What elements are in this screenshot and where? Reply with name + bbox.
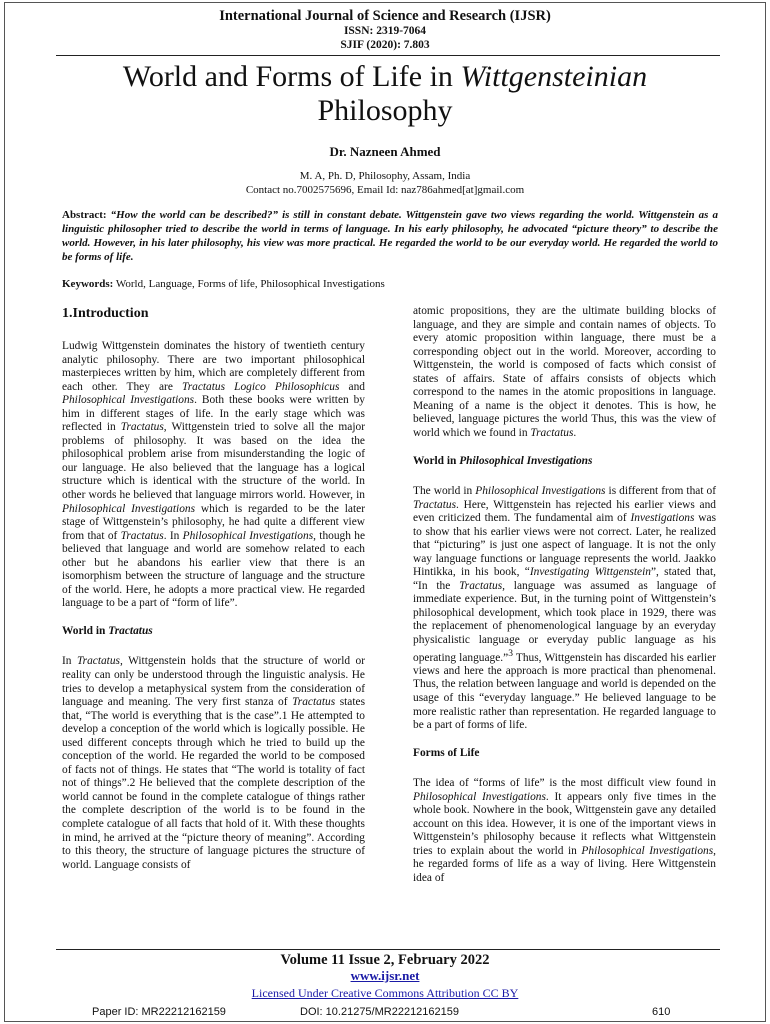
italic-run: Philosophical Investigations xyxy=(581,844,714,857)
italic-run: Philosophical Investigations xyxy=(62,502,196,515)
author-name: Dr. Nazneen Ahmed xyxy=(329,144,441,159)
text-run: World in xyxy=(413,454,460,467)
text-run: . Both these books were written by him in different stages of life. In the early stage which was reflected in xyxy=(62,394,366,434)
atomic-paragraph xyxy=(413,305,716,440)
italic-run: Tractatus, xyxy=(76,655,123,668)
italic-run: Investigations xyxy=(630,512,695,525)
keywords-label: Keywords: xyxy=(62,278,114,290)
text-run: The idea of “forms of life” is the most difficult view found in xyxy=(413,777,716,790)
text-run: In xyxy=(62,655,77,668)
header-rule xyxy=(56,55,720,56)
title-part2: Philosophy xyxy=(317,94,453,127)
abstract xyxy=(62,208,718,264)
pi-paragraph xyxy=(413,485,716,733)
italic-run: Tractatus xyxy=(413,498,457,511)
tractatus-paragraph xyxy=(62,655,365,872)
abstract-text: “How the world can be described?” is still in constant debate. Wittgenstein gave two views regarding the world. Wittgenstein as a linguistic philosopher tried to describe the world in terms of language. In his early philosophy, he advocated “picture theory” to describe the world. However, in his later philosophy, his view was more practical. He regarded the world to be our everyday world. He regarded the world to be forms of life. xyxy=(62,209,718,264)
author-contact: Contact no.7002575696, Email Id: naz786ahmed[at]gmail.com xyxy=(245,184,525,196)
text-run: . It appears only five times in the whole book. Nowhere in the book, Wittgenstein gave any detailed account on this idea. However, it is one of the important views in Wittgenstein’s philosophy because it reflects what Wittgenstein tries to explain about the world in xyxy=(413,790,717,857)
text-run: , he regarded forms of life as a way of living. Here Wittgenstein idea of xyxy=(413,844,717,884)
text-run: World in xyxy=(62,625,109,638)
italic-run: Tractatus xyxy=(120,421,164,434)
intro-paragraph xyxy=(62,340,365,611)
title-italic: Wittgensteinian xyxy=(460,60,648,93)
text-run: which is regarded to be the later stage of Wittgenstein’s philosophy, he had quite a different view from that of xyxy=(62,502,365,542)
text-run: . xyxy=(573,426,577,439)
right-column xyxy=(413,305,716,899)
website-link[interactable]: www.ijsr.net xyxy=(350,968,420,983)
italic-run: Tractatus xyxy=(108,625,153,638)
italic-run: Tractatus xyxy=(292,696,336,709)
intro-heading: 1.Introduction xyxy=(62,306,149,321)
author-affiliation: M. A, Ph. D, Philosophy, Assam, India xyxy=(299,170,471,182)
footer-rule xyxy=(56,949,720,950)
italic-run: Investigating Wittgenstein xyxy=(529,566,651,579)
text-run: , though he believed that language and world are somehow related to each other but he abandons his earlier view that there is an isomorphism between the structure of language and the structure of the world. Here, he adopts a more practical view. He regarded language to be a part of “form of life”. xyxy=(62,529,365,610)
title-part1: World and Forms of Life in xyxy=(122,60,461,93)
keywords-text: World, Language, Forms of life, Philosophical Investigations xyxy=(115,278,385,290)
paper-id: Paper ID: MR22212162159 xyxy=(92,1006,226,1018)
forms-paragraph xyxy=(413,777,716,885)
text-run: and xyxy=(339,380,365,393)
page-number: 610 xyxy=(652,1006,671,1018)
keywords xyxy=(62,277,718,291)
text-run: is different from that of xyxy=(605,484,717,497)
italic-run: Philosophical Investigations xyxy=(459,454,593,467)
italic-run: Tractatus Logico Philosophicus xyxy=(182,380,340,393)
text-run: Thus, Wittgenstein has discarded his earlier views and here the approach is more practical than phenomenal. Thus, the relation between language and world is depended on the usage of this “everyday language.” He believed language to be more realistic rather than representation. He regarded language to be a part of forms of life. xyxy=(413,651,716,732)
sjif: SJIF (2020): 7.803 xyxy=(340,39,430,51)
volume-issue: Volume 11 Issue 2, February 2022 xyxy=(280,952,490,968)
text-run: language was assumed as language of immediate experience. But, in the turning point of Wittgenstein’s philosophical development, which took place in 1929, there was the replacement of phenomenological language by an everyday physicalistic language or everyday public language as his operating language.” xyxy=(413,579,717,664)
abstract-label: Abstract: xyxy=(62,209,107,221)
journal-name: International Journal of Science and Research (IJSR) xyxy=(219,8,551,24)
tractatus-heading xyxy=(62,624,365,638)
paper-title xyxy=(0,60,770,128)
italic-run: Philosophical Investigations xyxy=(182,529,314,542)
pi-heading xyxy=(413,454,716,468)
text-run: atomic propositions, they are the ultimate building blocks of language, and they are simple and contain names of objects. To every atomic proposition within language, there must be a corresponding object out in the world. Moreover, according to Wittgenstein, the world is composed of facts which consist of states of affairs. State of affairs consists of objects which correspond to the names in the atomic propositions in language. Meaning of a name is the object it denotes. This is how, he believed, language pictures the world Thus, this was the view of world which we found in xyxy=(413,305,716,439)
text-run: Ludwig Wittgenstein dominates the history of twentieth century analytic philosophy. There are two important philosophical masterpieces written by him, which are completely different from each other. They are xyxy=(62,340,365,393)
text-run: ”, stated that, “In the xyxy=(413,566,716,592)
issn: ISSN: 2319-7064 xyxy=(343,25,427,37)
footnote-ref: 3 xyxy=(508,648,513,659)
text-run: . In xyxy=(163,529,183,542)
doi: DOI: 10.21275/MR22212162159 xyxy=(300,1006,460,1018)
italic-run: Tractatus xyxy=(120,529,164,542)
text-run: The world in xyxy=(413,484,476,497)
italic-run: Tractatus, xyxy=(459,579,505,592)
text-run: was to show that his earlier views were not correct. Later, he realized that “picturing” is just one aspect of language. It is not the only way language functions or language represents the world. Jaakko Hintikka, in his book, “ xyxy=(413,512,716,579)
left-column xyxy=(62,306,365,886)
license-link[interactable]: Licensed Under Creative Commons Attribution CC BY xyxy=(251,986,519,1000)
text-run: Wittgenstein holds that the structure of world or reality can only be understood through the linguistic analysis. He tries to develop a metaphysical system from the consideration of language and meaning. The very first stanza of xyxy=(62,655,365,709)
italic-run: Tractatus xyxy=(530,426,574,439)
italic-run: Philosophical Investigations xyxy=(413,790,546,803)
italic-run: Philosophical Investigations xyxy=(62,394,195,407)
forms-of-life-heading: Forms of Life xyxy=(413,747,480,760)
italic-run: Philosophical Investigations xyxy=(475,484,606,497)
text-run: states that, “The world is everything that is the case”.1 He attempted to develop a conception of the world which is logically possible. He used different concepts through which he tried to build up the conception of the world. He regarded the world to be composed of facts not of things. He states that “The world is totality of fact not of things”.2 He believed that the complete description of the world cannot be found in the complete catalogue of things rather the complete description of the world is to be found in the complete catalogue of all facts that hold of it. With these thoughts in mind, he arrived at the “picture theory of meaning”. According to this theory, the structure of language pictures the structure of world. Language consists of xyxy=(62,696,365,871)
text-run: , Wittgenstein tried to solve all the major problems of philosophy. It was based on the idea the philosophical problem arise from misunderstanding the logic of our language. He also believed that the language has a logical structure which is identical with the structure of the world. In other words he believed that language mirrors world. However, in xyxy=(62,421,365,502)
text-run: . Here, Wittgenstein has rejected his earlier views and even criticized them. The fundamental aim of xyxy=(413,498,716,525)
